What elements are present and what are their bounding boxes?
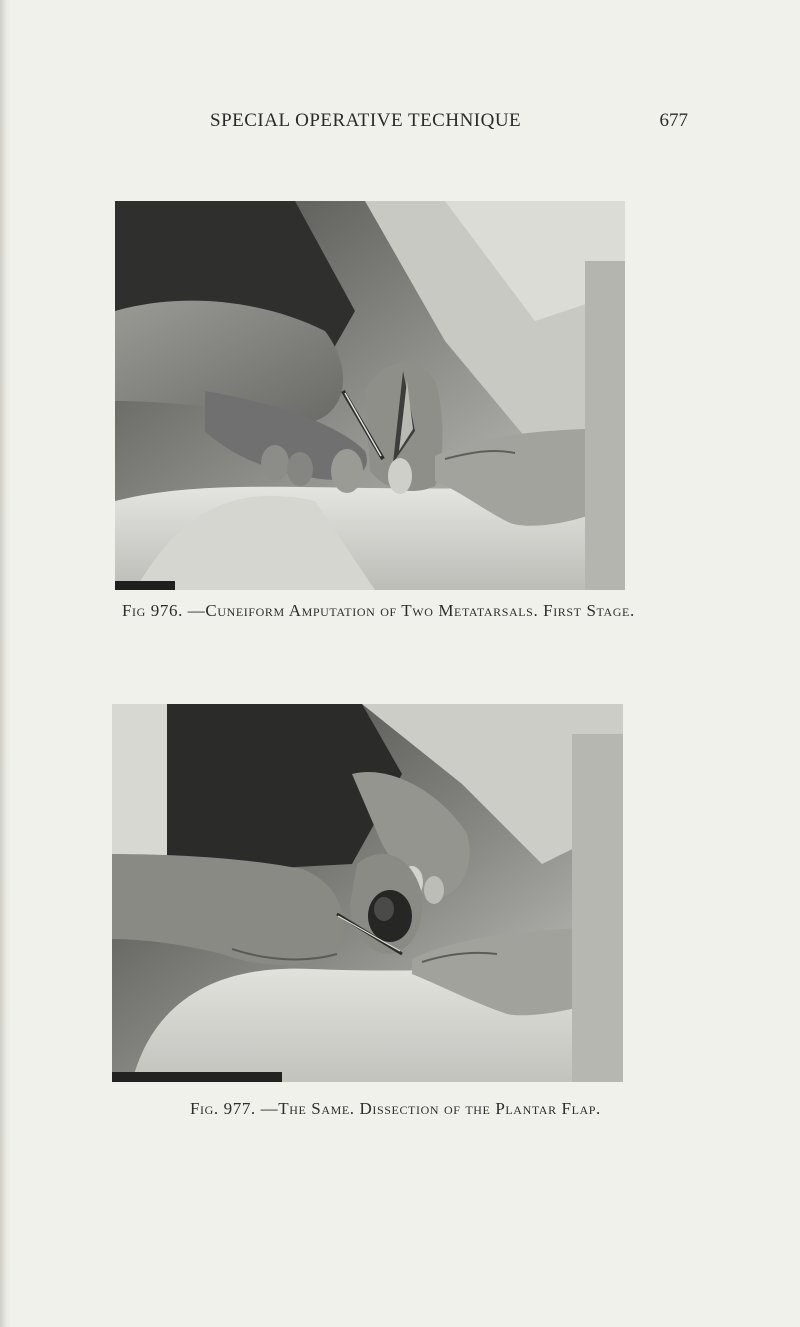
figure-977-caption (190, 1099, 601, 1119)
figure-976-caption-text: —Cuneiform Amputation of Two Metatarsals. First Stage. (187, 601, 635, 620)
figure-976-illustration (115, 201, 625, 590)
page-binding-edge (0, 0, 10, 1327)
figure-977-number: Fig. 977. (190, 1099, 256, 1118)
figure-976-photograph (115, 201, 625, 590)
figure-977-caption-text: —The Same. Dissection of the Plantar Flap. (260, 1099, 601, 1118)
figure-976-number: Fig 976. (122, 601, 183, 620)
page-number: 677 (659, 110, 688, 131)
figure-977-illustration (112, 704, 623, 1082)
figure-976-caption (122, 601, 635, 621)
running-head (210, 110, 688, 136)
figure-977-photograph (112, 704, 623, 1082)
running-title: SPECIAL OPERATIVE TECHNIQUE (210, 110, 522, 131)
